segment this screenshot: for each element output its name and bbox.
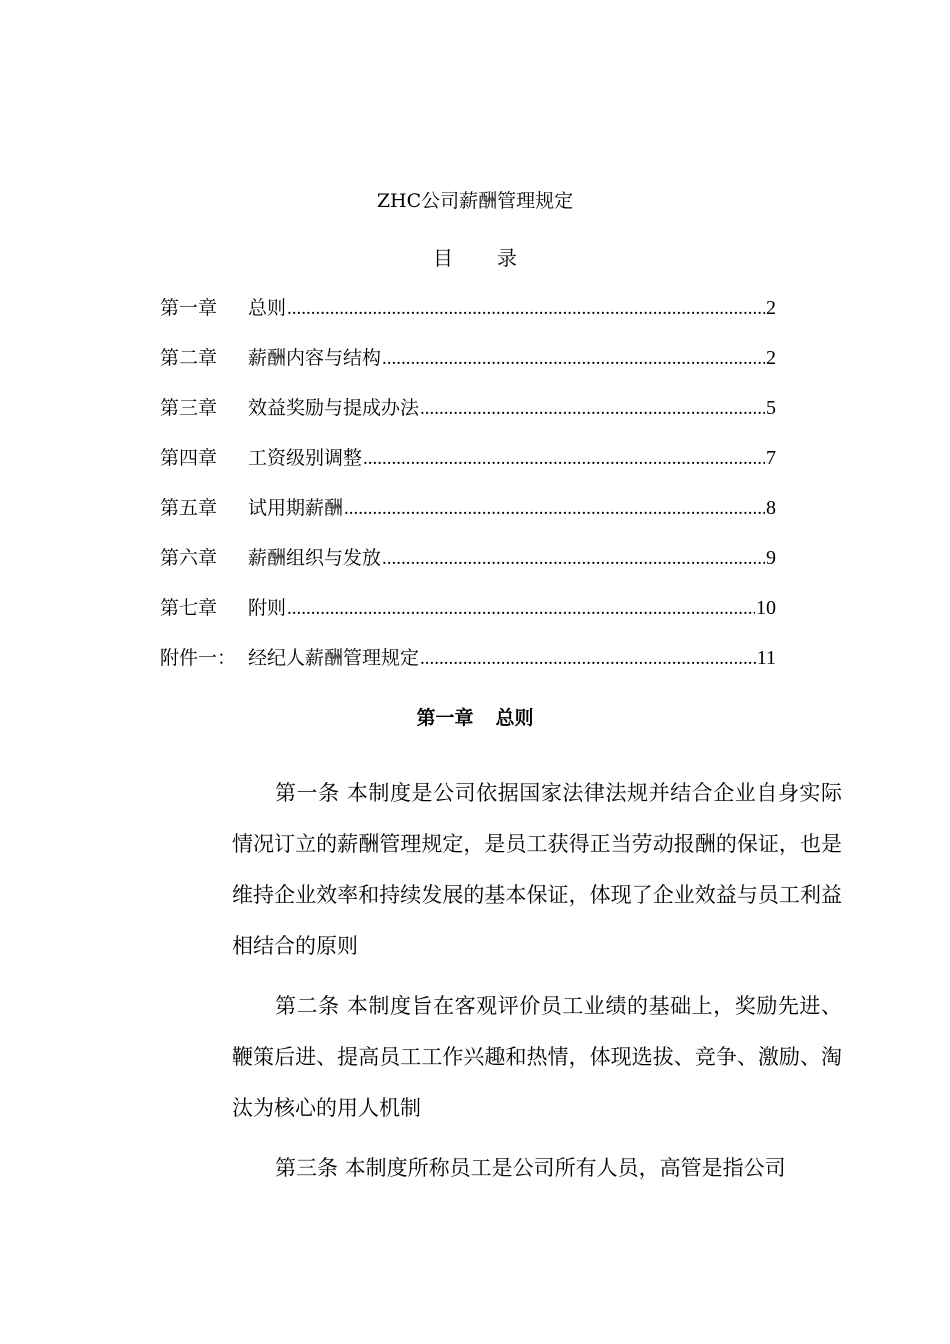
toc-page-number: 5 (766, 397, 776, 419)
article-paragraph: 第一条 本制度是公司依据国家法律法规并结合企业自身实际情况订立的薪酬管理规定，是员工获得正当劳动报酬的保证，也是维持企业效率和持续发展的基本保证，体现了企业效益与员工利益相结合的原则 (232, 781, 842, 958)
toc-entry[interactable] (160, 643, 776, 693)
toc-chapter-number: 第七章 (160, 597, 218, 619)
toc-chapter-title: 经纪人薪酬管理规定 (248, 647, 420, 669)
toc-entry[interactable] (160, 443, 776, 493)
toc-entry[interactable] (160, 343, 776, 393)
toc-chapter-number: 第二章 (160, 347, 218, 369)
toc-heading-right: 录 (497, 246, 517, 270)
toc-entry[interactable] (160, 293, 776, 343)
article-paragraph: 第二条 本制度旨在客观评价员工业绩的基础上，奖励先进、鞭策后进、提高员工工作兴趣和热情，体现选拔、竞争、激励、淘汰为核心的用人机制 (232, 994, 842, 1120)
toc-leader (287, 594, 755, 624)
article-paragraph: 第三条 本制度所称员工是公司所有人员，高管是指公司 (275, 1156, 786, 1180)
toc-leader (382, 344, 765, 374)
toc-leader (344, 494, 765, 524)
toc-page-number: 11 (756, 647, 776, 669)
toc-page-number: 7 (766, 447, 776, 469)
toc-chapter-title: 试用期薪酬 (248, 497, 344, 519)
table-of-contents (160, 293, 776, 693)
toc-chapter-number: 第三章 (160, 397, 218, 419)
toc-chapter-title: 总则 (248, 297, 287, 319)
toc-heading (0, 242, 950, 271)
toc-leader (363, 444, 765, 474)
toc-leader (287, 294, 765, 324)
chapter-number: 第一章 (416, 707, 474, 729)
toc-entry[interactable] (160, 593, 776, 643)
toc-appendix-label: 附件一： (160, 647, 237, 669)
toc-leader (420, 394, 765, 424)
toc-chapter-title: 薪酬内容与结构 (248, 347, 382, 369)
toc-chapter-number: 第四章 (160, 447, 218, 469)
toc-chapter-title: 附则 (248, 597, 287, 619)
toc-chapter-number: 第一章 (160, 297, 218, 319)
toc-entry[interactable] (160, 543, 776, 593)
toc-chapter-title: 效益奖励与提成办法 (248, 397, 420, 419)
chapter-body (232, 768, 842, 1203)
toc-chapter-title: 薪酬组织与发放 (248, 547, 382, 569)
toc-page-number: 2 (766, 347, 776, 369)
chapter-heading (0, 703, 950, 730)
toc-leader (382, 544, 765, 574)
toc-page-number: 9 (766, 547, 776, 569)
document-title: ZHC公司薪酬管理规定 (376, 190, 574, 212)
toc-chapter-number: 第六章 (160, 547, 218, 569)
toc-leader (420, 644, 756, 674)
toc-entry[interactable] (160, 393, 776, 443)
toc-chapter-number: 第五章 (160, 497, 218, 519)
toc-page-number: 2 (766, 297, 776, 319)
toc-page-number: 8 (766, 497, 776, 519)
toc-heading-left: 目 (433, 246, 453, 270)
toc-page-number: 10 (756, 597, 776, 619)
toc-chapter-title: 工资级别调整 (248, 447, 363, 469)
chapter-title: 总则 (495, 707, 534, 729)
toc-entry[interactable] (160, 493, 776, 543)
